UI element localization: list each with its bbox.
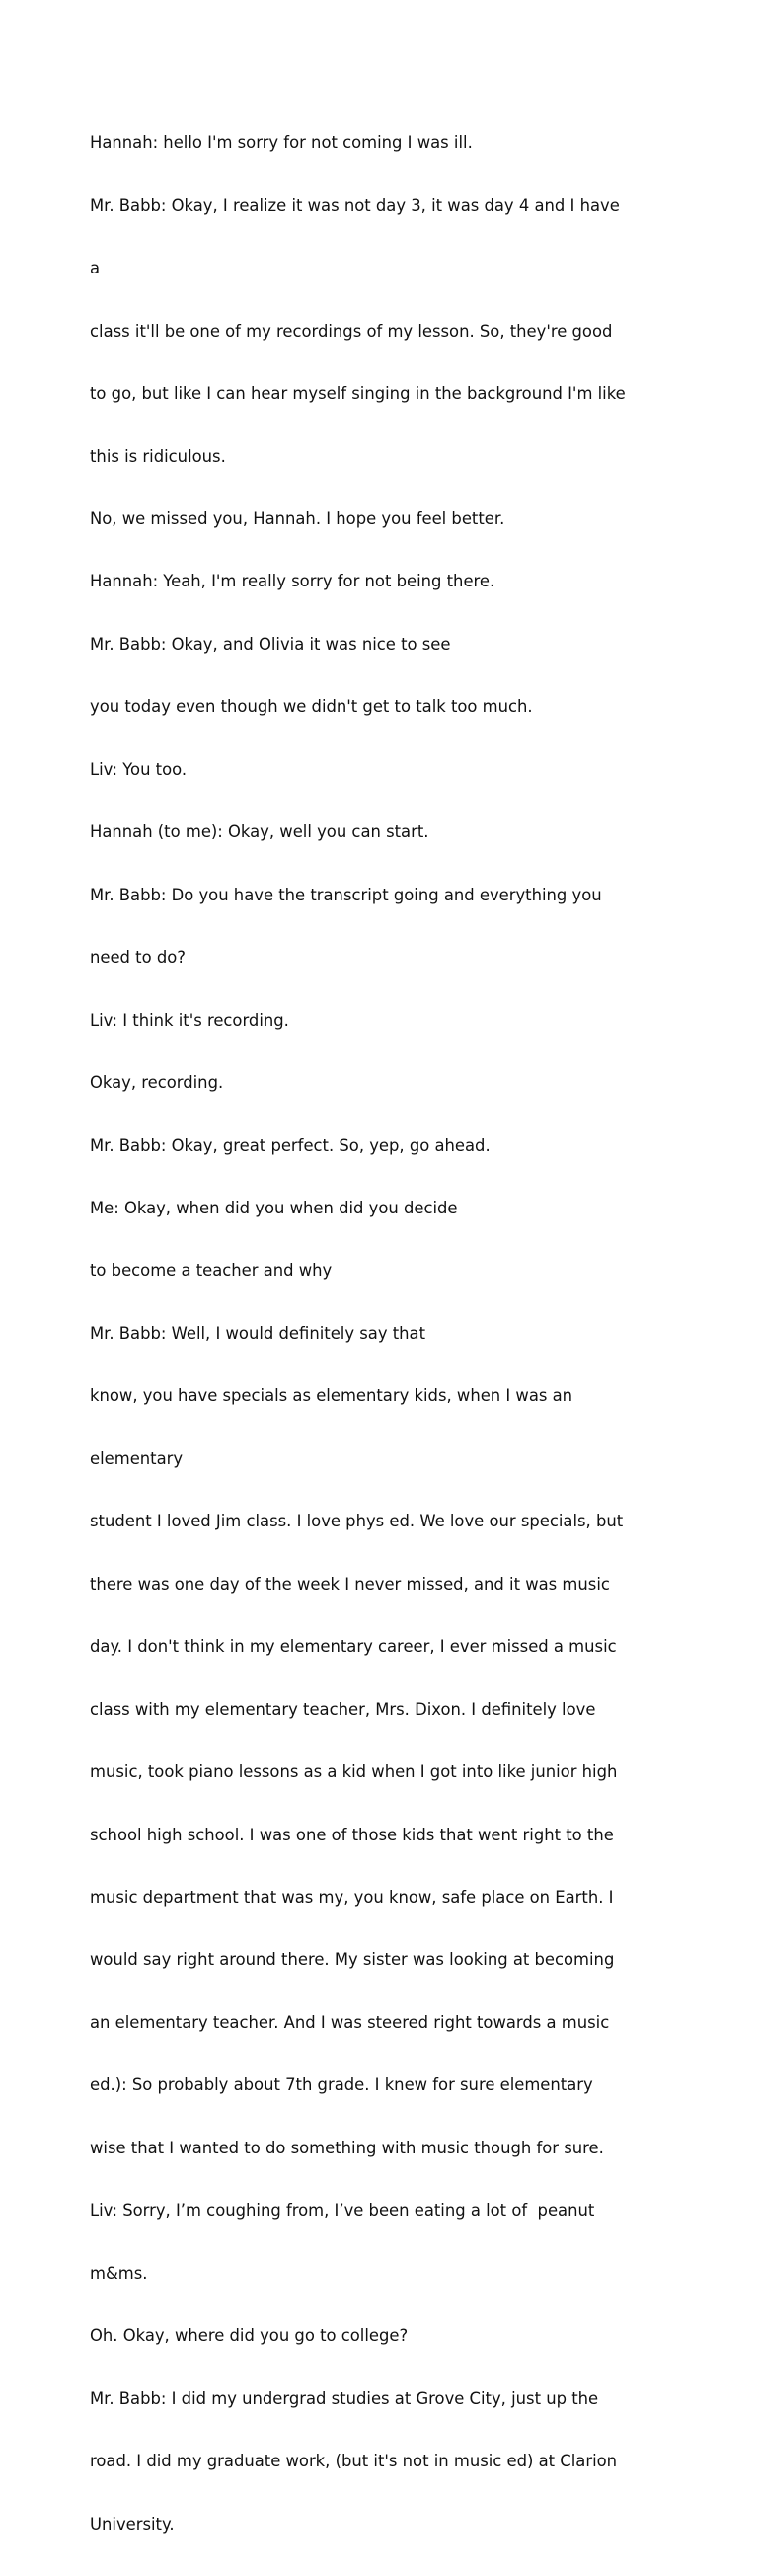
transcript-text (90, 91, 682, 2576)
transcript-line: class with my elementary teacher, Mrs. Dixon. I definitely love (90, 1699, 596, 1719)
transcript-line: there was one day of the week I never missed, and it was music (90, 1574, 610, 1594)
transcript-line: would say right around there. My sister was looking at becoming (90, 1950, 615, 1970)
transcript-line: Mr. Babb: Okay, great perfect. So, yep, go ahead. (90, 1135, 491, 1155)
transcript-line: Mr. Babb: I did my undergrad studies at Grove City, just up the (90, 2388, 599, 2408)
transcript-line: to go, but like I can hear myself singing in the background I'm like (90, 384, 626, 404)
transcript-line: Mr. Babb: Okay, and Olivia it was nice to see (90, 634, 451, 654)
transcript-line: Mr. Babb: Well, I would definitely say that (90, 1323, 426, 1343)
transcript-line: Oh. Okay, where did you go to college? (90, 2326, 409, 2346)
transcript-line: class it'll be one of my recordings of my lesson. So, they're good (90, 321, 613, 341)
transcript-line: m&ms. (90, 2263, 148, 2283)
transcript-line: know, you have specials as elementary kids, when I was an (90, 1386, 573, 1406)
transcript-line: Okay, recording. (90, 1073, 224, 1093)
transcript-line: music, took piano lessons as a kid when I got into like junior high (90, 1762, 618, 1782)
transcript-line: student I loved Jim class. I love phys ed. We love our specials, but (90, 1512, 624, 1531)
transcript-line: Hannah (to me): Okay, well you can start. (90, 822, 429, 842)
transcript-line: you today even though we didn't get to talk too much. (90, 697, 533, 717)
transcript-line: day. I don't think in my elementary career, I ever missed a music (90, 1637, 617, 1657)
transcript-line: Me: Okay, when did you when did you decide (90, 1199, 458, 1218)
transcript-line: University. (90, 2514, 175, 2534)
transcript-line: road. I did my graduate work, (but it's not in music ed) at Clarion (90, 2452, 618, 2471)
transcript-line: need to do? (90, 948, 186, 968)
transcript-line: wise that I wanted to do something with music though for sure. (90, 2138, 604, 2157)
transcript-line: ed.): So probably about 7th grade. I knew for sure elementary (90, 2075, 593, 2095)
transcript-line: this is ridiculous. (90, 446, 226, 466)
transcript-line: Liv: I think it's recording. (90, 1010, 289, 1030)
transcript-line: music department that was my, you know, safe place on Earth. I (90, 1888, 614, 1907)
transcript-line: Hannah: hello I'm sorry for not coming I was ill. (90, 133, 473, 153)
transcript-line: Liv: Sorry, I’m coughing from, I’ve been eating a lot of peanut (90, 2201, 595, 2221)
transcript-line: elementary (90, 1448, 184, 1468)
transcript-line: Liv: You too. (90, 759, 188, 779)
transcript-line: Mr. Babb: Do you have the transcript going and everything you (90, 885, 602, 904)
transcript-line: to become a teacher and why (90, 1261, 333, 1281)
transcript-line: Mr. Babb: Okay, I realize it was not day 3, it was day 4 and I have (90, 195, 620, 215)
transcript-line: Hannah: Yeah, I'm really sorry for not being there. (90, 572, 495, 591)
transcript-line: an elementary teacher. And I was steered right towards a music (90, 2012, 610, 2032)
transcript-line: No, we missed you, Hannah. I hope you feel better. (90, 509, 505, 529)
transcript-line: school high school. I was one of those kids that went right to the (90, 1825, 614, 1844)
transcript-line: a (90, 259, 101, 278)
